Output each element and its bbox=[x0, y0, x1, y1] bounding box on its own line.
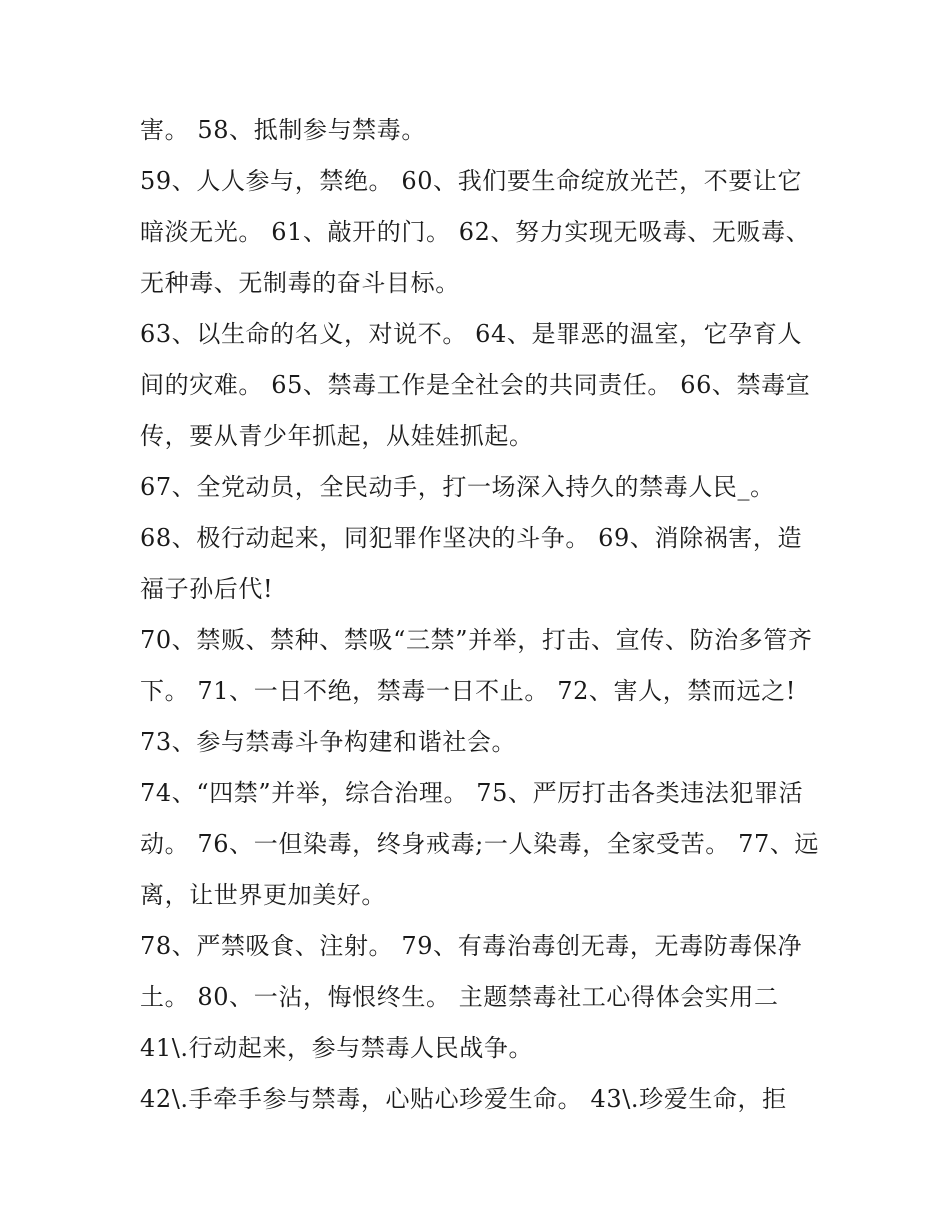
text-line: 暗淡无光。 61、敲开的门。 62、努力实现无吸毒、无贩毒、 bbox=[140, 218, 811, 246]
text-line: 动。 76、一但染毒，终身戒毒;一人染毒，全家受苦。 77、远 bbox=[140, 830, 820, 858]
text-line: 离，让世界更加美好。 bbox=[140, 881, 386, 909]
text-line: 传，要从青少年抓起，从娃娃抓起。 bbox=[140, 422, 534, 450]
text-line: 70、禁贩、禁种、禁吸“三禁”并举，打击、宣传、防治多管齐 bbox=[140, 626, 813, 654]
text-line: 68、极行动起来，同犯罪作坚决的斗争。 69、消除祸害，造 bbox=[140, 524, 803, 552]
text-line: 78、严禁吸食、注射。 79、有毒治毒创无毒，无毒防毒保净 bbox=[140, 932, 803, 960]
text-line: 害。 58、抵制参与禁毒。 bbox=[140, 116, 426, 144]
text-line: 土。 80、一沾，悔恨终生。 主题禁毒社工心得体会实用二 bbox=[140, 983, 779, 1011]
text-line: 74、“四禁”并举，综合治理。 75、严厉打击各类违法犯罪活 bbox=[140, 779, 804, 807]
text-line: 59、人人参与，禁绝。 60、我们要生命绽放光芒，不要让它 bbox=[140, 167, 803, 195]
text-line: 42\.手牵手参与禁毒，心贴心珍爱生命。 43\.珍爱生命，拒 bbox=[140, 1085, 787, 1113]
text-line: 63、以生命的名义，对说不。 64、是罪恶的温室，它孕育人 bbox=[140, 320, 803, 348]
text-line: 41\.行动起来，参与禁毒人民战争。 bbox=[140, 1034, 534, 1062]
text-line: 73、参与禁毒斗争构建和谐社会。 bbox=[140, 728, 517, 756]
text-line: 67、全党动员，全民动手，打一场深入持久的禁毒人民_。 bbox=[140, 473, 775, 501]
text-line: 福子孙后代! bbox=[140, 575, 274, 603]
text-line: 间的灾难。 65、禁毒工作是全社会的共同责任。 66、禁毒宣 bbox=[140, 371, 811, 399]
text-line: 下。 71、一日不绝，禁毒一日不止。 72、害人，禁而远之! bbox=[140, 677, 796, 705]
text-line: 无种毒、无制毒的奋斗目标。 bbox=[140, 269, 460, 297]
